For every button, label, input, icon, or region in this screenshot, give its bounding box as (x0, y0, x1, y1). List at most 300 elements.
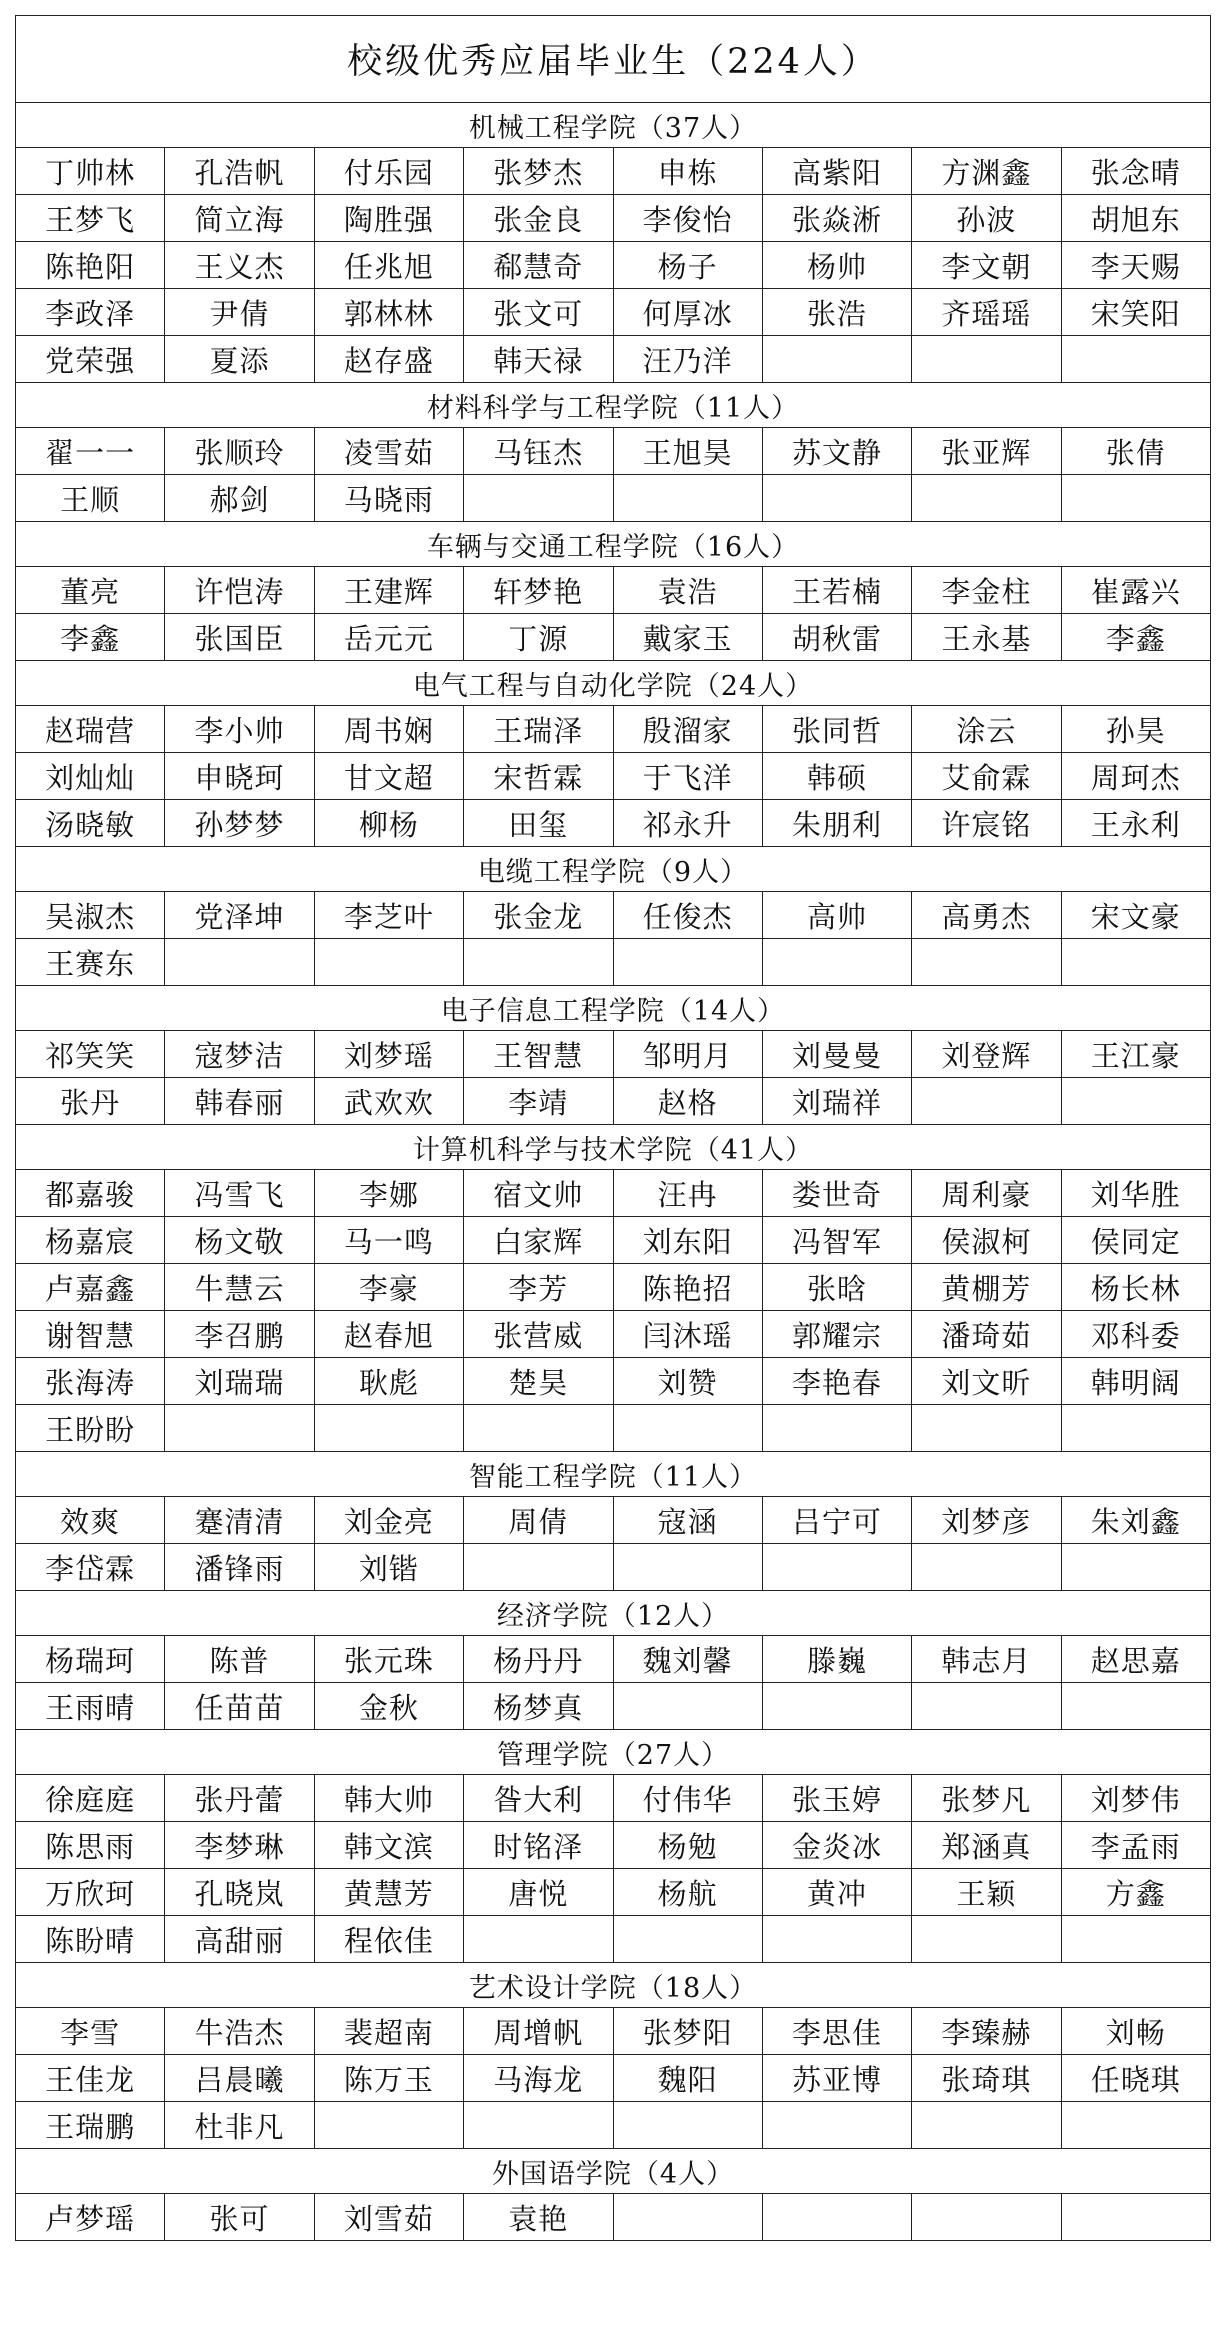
graduate-name: 李金柱 (912, 567, 1061, 614)
graduate-name: 潘锋雨 (165, 1544, 314, 1591)
graduate-name: 王若楠 (762, 567, 911, 614)
section-heading: 计算机科学与技术学院（41人） (16, 1125, 1211, 1170)
empty-cell (464, 939, 613, 986)
graduate-name: 韩文滨 (314, 1822, 463, 1869)
graduate-name: 王建辉 (314, 567, 463, 614)
graduate-name: 张金龙 (464, 892, 613, 939)
graduate-name: 高紫阳 (762, 148, 911, 195)
graduate-name: 刘赞 (613, 1358, 762, 1405)
graduate-name: 戴家玉 (613, 614, 762, 661)
graduate-name: 赵思嘉 (1061, 1636, 1210, 1683)
graduate-name: 宋笑阳 (1061, 289, 1210, 336)
graduate-name: 祁笑笑 (16, 1031, 165, 1078)
graduate-name: 孔晓岚 (165, 1869, 314, 1916)
graduate-name: 高帅 (762, 892, 911, 939)
graduate-name: 任兆旭 (314, 242, 463, 289)
graduate-name: 殷溜家 (613, 706, 762, 753)
graduate-name: 王智慧 (464, 1031, 613, 1078)
graduate-name: 李思佳 (762, 2008, 911, 2055)
graduate-name: 王江豪 (1061, 1031, 1210, 1078)
graduate-name: 党泽坤 (165, 892, 314, 939)
graduates-table (15, 15, 1211, 2241)
graduate-name: 张同哲 (762, 706, 911, 753)
graduate-name: 牛浩杰 (165, 2008, 314, 2055)
graduate-name: 邹明月 (613, 1031, 762, 1078)
graduate-name: 王旭昊 (613, 428, 762, 475)
graduate-name: 方渊鑫 (912, 148, 1061, 195)
graduate-name: 田玺 (464, 800, 613, 847)
graduate-name: 裴超南 (314, 2008, 463, 2055)
graduate-name: 袁浩 (613, 567, 762, 614)
empty-cell (1061, 336, 1210, 383)
name-row (16, 1869, 1211, 1916)
graduate-name: 刘东阳 (613, 1217, 762, 1264)
name-row (16, 2055, 1211, 2102)
empty-cell (1061, 2194, 1210, 2241)
empty-cell (314, 1405, 463, 1452)
graduate-name: 张元珠 (314, 1636, 463, 1683)
graduate-name: 宋哲霖 (464, 753, 613, 800)
title-row (16, 16, 1211, 103)
graduate-name: 杜非凡 (165, 2102, 314, 2149)
graduate-name: 孙波 (912, 195, 1061, 242)
graduate-name: 杨梦真 (464, 1683, 613, 1730)
graduate-name: 申晓珂 (165, 753, 314, 800)
graduate-name: 陈思雨 (16, 1822, 165, 1869)
graduate-name: 赵存盛 (314, 336, 463, 383)
empty-cell (912, 1916, 1061, 1963)
graduate-name: 刘曼曼 (762, 1031, 911, 1078)
graduate-name: 陈万玉 (314, 2055, 463, 2102)
name-row (16, 475, 1211, 522)
empty-cell (762, 1916, 911, 1963)
section-header-row (16, 1730, 1211, 1775)
graduate-name: 王永利 (1061, 800, 1210, 847)
graduate-name: 刘灿灿 (16, 753, 165, 800)
graduate-name: 申栋 (613, 148, 762, 195)
graduate-name: 李政泽 (16, 289, 165, 336)
graduate-name: 韩大帅 (314, 1775, 463, 1822)
graduate-name: 郭耀宗 (762, 1311, 911, 1358)
name-row (16, 567, 1211, 614)
name-row (16, 1497, 1211, 1544)
graduate-name: 刘梦瑶 (314, 1031, 463, 1078)
graduate-name: 郭林林 (314, 289, 463, 336)
graduate-name: 刘瑞瑞 (165, 1358, 314, 1405)
empty-cell (912, 939, 1061, 986)
graduate-name: 李鑫 (16, 614, 165, 661)
graduate-name: 艾俞霖 (912, 753, 1061, 800)
graduate-name: 孙梦梦 (165, 800, 314, 847)
graduate-name: 翟一一 (16, 428, 165, 475)
empty-cell (1061, 939, 1210, 986)
graduate-name: 黄冲 (762, 1869, 911, 1916)
graduate-name: 郝剑 (165, 475, 314, 522)
name-row (16, 1683, 1211, 1730)
graduate-name: 韩志月 (912, 1636, 1061, 1683)
empty-cell (1061, 475, 1210, 522)
graduate-name: 效爽 (16, 1497, 165, 1544)
graduate-name: 潘琦茹 (912, 1311, 1061, 1358)
graduate-name: 郗慧奇 (464, 242, 613, 289)
name-row (16, 614, 1211, 661)
name-row (16, 800, 1211, 847)
graduate-name: 尹倩 (165, 289, 314, 336)
graduate-name: 周珂杰 (1061, 753, 1210, 800)
name-row (16, 242, 1211, 289)
graduate-name: 王颖 (912, 1869, 1061, 1916)
empty-cell (912, 1683, 1061, 1730)
empty-cell (464, 1405, 613, 1452)
graduate-name: 刘雪茹 (314, 2194, 463, 2241)
empty-cell (613, 1916, 762, 1963)
graduate-name: 吕宁可 (762, 1497, 911, 1544)
empty-cell (1061, 2102, 1210, 2149)
graduate-name: 唐悦 (464, 1869, 613, 1916)
name-row (16, 1405, 1211, 1452)
empty-cell (1061, 1916, 1210, 1963)
name-row (16, 1264, 1211, 1311)
graduate-name: 张丹 (16, 1078, 165, 1125)
graduate-name: 刘梦伟 (1061, 1775, 1210, 1822)
section-header-row (16, 522, 1211, 567)
name-row (16, 289, 1211, 336)
name-row (16, 939, 1211, 986)
graduate-name: 程依佳 (314, 1916, 463, 1963)
empty-cell (613, 475, 762, 522)
name-row (16, 1078, 1211, 1125)
graduate-name: 高勇杰 (912, 892, 1061, 939)
graduate-name: 王瑞泽 (464, 706, 613, 753)
graduate-name: 冯智军 (762, 1217, 911, 1264)
graduate-name: 王义杰 (165, 242, 314, 289)
graduate-name: 蹇清清 (165, 1497, 314, 1544)
graduate-name: 张梦阳 (613, 2008, 762, 2055)
empty-cell (1061, 1405, 1210, 1452)
name-row (16, 2008, 1211, 2055)
empty-cell (1061, 1683, 1210, 1730)
graduate-name: 李芳 (464, 1264, 613, 1311)
graduate-name: 张顺玲 (165, 428, 314, 475)
graduate-name: 孔浩帆 (165, 148, 314, 195)
graduate-name: 陈艳招 (613, 1264, 762, 1311)
empty-cell (912, 475, 1061, 522)
graduate-name: 李鑫 (1061, 614, 1210, 661)
empty-cell (762, 2102, 911, 2149)
name-row (16, 2194, 1211, 2241)
graduate-name: 王梦飞 (16, 195, 165, 242)
name-row (16, 1358, 1211, 1405)
section-header-row (16, 1963, 1211, 2008)
graduate-name: 楚昊 (464, 1358, 613, 1405)
graduate-name: 李靖 (464, 1078, 613, 1125)
empty-cell (464, 475, 613, 522)
graduate-name: 朱刘鑫 (1061, 1497, 1210, 1544)
section-header-row (16, 2149, 1211, 2194)
graduate-name: 张国臣 (165, 614, 314, 661)
graduate-name: 金秋 (314, 1683, 463, 1730)
graduate-name: 王雨晴 (16, 1683, 165, 1730)
graduate-name: 马海龙 (464, 2055, 613, 2102)
name-row (16, 428, 1211, 475)
empty-cell (1061, 1544, 1210, 1591)
section-heading: 机械工程学院（37人） (16, 103, 1211, 148)
graduate-name: 周倩 (464, 1497, 613, 1544)
name-row (16, 1544, 1211, 1591)
graduate-name: 任俊杰 (613, 892, 762, 939)
graduate-name: 凌雪茹 (314, 428, 463, 475)
graduate-name: 齐瑶瑶 (912, 289, 1061, 336)
name-row (16, 148, 1211, 195)
graduate-name: 胡秋雷 (762, 614, 911, 661)
section-heading: 经济学院（12人） (16, 1591, 1211, 1636)
empty-cell (912, 2102, 1061, 2149)
graduate-name: 韩明阔 (1061, 1358, 1210, 1405)
graduate-name: 李孟雨 (1061, 1822, 1210, 1869)
empty-cell (613, 939, 762, 986)
graduate-name: 张梦凡 (912, 1775, 1061, 1822)
name-row (16, 1311, 1211, 1358)
graduate-name: 胡旭东 (1061, 195, 1210, 242)
graduate-name: 李豪 (314, 1264, 463, 1311)
empty-cell (762, 1405, 911, 1452)
graduate-name: 耿彪 (314, 1358, 463, 1405)
graduate-name: 邓科委 (1061, 1311, 1210, 1358)
graduate-name: 卢嘉鑫 (16, 1264, 165, 1311)
name-row (16, 1775, 1211, 1822)
document-title: 校级优秀应届毕业生（224人） (16, 16, 1211, 103)
graduate-name: 寇梦洁 (165, 1031, 314, 1078)
name-row (16, 1636, 1211, 1683)
graduate-name: 轩梦艳 (464, 567, 613, 614)
empty-cell (165, 939, 314, 986)
graduate-name: 陶胜强 (314, 195, 463, 242)
name-row (16, 706, 1211, 753)
graduate-name: 汪乃洋 (613, 336, 762, 383)
graduate-name: 刘华胜 (1061, 1170, 1210, 1217)
graduate-name: 杨文敬 (165, 1217, 314, 1264)
graduate-name: 李臻赫 (912, 2008, 1061, 2055)
graduate-name: 刘文昕 (912, 1358, 1061, 1405)
graduate-name: 宿文帅 (464, 1170, 613, 1217)
graduate-name: 王瑞鹏 (16, 2102, 165, 2149)
graduate-name: 杨勉 (613, 1822, 762, 1869)
graduate-name: 李娜 (314, 1170, 463, 1217)
graduate-name: 涂云 (912, 706, 1061, 753)
graduate-name: 徐庭庭 (16, 1775, 165, 1822)
graduate-name: 李召鹏 (165, 1311, 314, 1358)
graduate-name: 汪冉 (613, 1170, 762, 1217)
graduate-name: 王佳龙 (16, 2055, 165, 2102)
section-heading: 材料科学与工程学院（11人） (16, 383, 1211, 428)
graduate-name: 李文朝 (912, 242, 1061, 289)
graduate-name: 陈普 (165, 1636, 314, 1683)
graduate-name: 黄棚芳 (912, 1264, 1061, 1311)
graduate-name: 杨瑞珂 (16, 1636, 165, 1683)
graduate-name: 张丹蕾 (165, 1775, 314, 1822)
graduate-name: 许宸铭 (912, 800, 1061, 847)
graduate-name: 郑涵真 (912, 1822, 1061, 1869)
graduate-name: 李俊怡 (613, 195, 762, 242)
graduate-name: 苏文静 (762, 428, 911, 475)
graduate-name: 马钰杰 (464, 428, 613, 475)
graduate-name: 周利豪 (912, 1170, 1061, 1217)
section-heading: 外国语学院（4人） (16, 2149, 1211, 2194)
graduate-name: 张浩 (762, 289, 911, 336)
graduate-name: 杨嘉宸 (16, 1217, 165, 1264)
graduate-name: 吴淑杰 (16, 892, 165, 939)
graduate-name: 张可 (165, 2194, 314, 2241)
graduate-name: 侯同定 (1061, 1217, 1210, 1264)
graduate-name: 李艳春 (762, 1358, 911, 1405)
graduate-name: 都嘉骏 (16, 1170, 165, 1217)
graduate-name: 杨帅 (762, 242, 911, 289)
graduate-name: 杨航 (613, 1869, 762, 1916)
section-header-row (16, 383, 1211, 428)
empty-cell (912, 336, 1061, 383)
graduate-name: 娄世奇 (762, 1170, 911, 1217)
graduate-name: 丁帅林 (16, 148, 165, 195)
section-heading: 智能工程学院（11人） (16, 1452, 1211, 1497)
graduate-name: 韩硕 (762, 753, 911, 800)
graduate-name: 付伟华 (613, 1775, 762, 1822)
graduate-name: 苏亚博 (762, 2055, 911, 2102)
empty-cell (613, 2194, 762, 2241)
graduate-name: 许恺涛 (165, 567, 314, 614)
name-row (16, 1822, 1211, 1869)
graduate-name: 夏添 (165, 336, 314, 383)
graduate-name: 于飞洋 (613, 753, 762, 800)
empty-cell (762, 475, 911, 522)
section-heading: 电缆工程学院（9人） (16, 847, 1211, 892)
graduate-name: 刘畅 (1061, 2008, 1210, 2055)
empty-cell (613, 1544, 762, 1591)
section-heading: 管理学院（27人） (16, 1730, 1211, 1775)
section-header-row (16, 661, 1211, 706)
section-heading: 车辆与交通工程学院（16人） (16, 522, 1211, 567)
section-header-row (16, 103, 1211, 148)
empty-cell (314, 2102, 463, 2149)
section-header-row (16, 986, 1211, 1031)
empty-cell (762, 1544, 911, 1591)
graduate-name: 付乐园 (314, 148, 463, 195)
name-row (16, 1916, 1211, 1963)
graduate-name: 刘金亮 (314, 1497, 463, 1544)
name-row (16, 195, 1211, 242)
graduate-name: 王永基 (912, 614, 1061, 661)
graduate-name: 谢智慧 (16, 1311, 165, 1358)
graduate-name: 宋文豪 (1061, 892, 1210, 939)
graduate-name: 刘瑞祥 (762, 1078, 911, 1125)
graduate-name: 李雪 (16, 2008, 165, 2055)
graduate-name: 陈艳阳 (16, 242, 165, 289)
graduate-name: 白家辉 (464, 1217, 613, 1264)
section-header-row (16, 1591, 1211, 1636)
graduate-name: 王盼盼 (16, 1405, 165, 1452)
honor-list-document (15, 15, 1211, 2315)
empty-cell (314, 939, 463, 986)
graduate-name: 金炎冰 (762, 1822, 911, 1869)
graduate-name: 李梦琳 (165, 1822, 314, 1869)
empty-cell (762, 939, 911, 986)
graduate-name: 李天赐 (1061, 242, 1210, 289)
graduate-name: 李岱霖 (16, 1544, 165, 1591)
graduate-name: 何厚冰 (613, 289, 762, 336)
graduate-name: 张文可 (464, 289, 613, 336)
empty-cell (613, 1405, 762, 1452)
graduate-name: 简立海 (165, 195, 314, 242)
graduate-name: 魏刘馨 (613, 1636, 762, 1683)
graduate-name: 方鑫 (1061, 1869, 1210, 1916)
graduate-name: 吕晨曦 (165, 2055, 314, 2102)
graduate-name: 张亚辉 (912, 428, 1061, 475)
graduate-name: 牛慧云 (165, 1264, 314, 1311)
empty-cell (464, 1916, 613, 1963)
graduate-name: 汤晓敏 (16, 800, 165, 847)
section-header-row (16, 1452, 1211, 1497)
empty-cell (912, 1544, 1061, 1591)
graduate-name: 董亮 (16, 567, 165, 614)
name-row (16, 1170, 1211, 1217)
graduate-name: 周书娴 (314, 706, 463, 753)
empty-cell (1061, 1078, 1210, 1125)
name-row (16, 336, 1211, 383)
section-heading: 电子信息工程学院（14人） (16, 986, 1211, 1031)
graduate-name: 张金良 (464, 195, 613, 242)
graduate-name: 高甜丽 (165, 1916, 314, 1963)
graduate-name: 刘梦彦 (912, 1497, 1061, 1544)
graduate-name: 张晗 (762, 1264, 911, 1311)
graduate-name: 刘登辉 (912, 1031, 1061, 1078)
graduate-name: 黄慧芳 (314, 1869, 463, 1916)
graduate-name: 马一鸣 (314, 1217, 463, 1264)
graduate-name: 滕巍 (762, 1636, 911, 1683)
graduate-name: 袁艳 (464, 2194, 613, 2241)
graduate-name: 任苗苗 (165, 1683, 314, 1730)
empty-cell (912, 1078, 1061, 1125)
graduate-name: 魏阳 (613, 2055, 762, 2102)
graduate-name: 赵瑞营 (16, 706, 165, 753)
empty-cell (762, 2194, 911, 2241)
graduate-name: 杨长林 (1061, 1264, 1210, 1311)
graduate-name: 冯雪飞 (165, 1170, 314, 1217)
graduate-name: 赵春旭 (314, 1311, 463, 1358)
empty-cell (912, 2194, 1061, 2241)
graduate-name: 丁源 (464, 614, 613, 661)
graduate-name: 孙昊 (1061, 706, 1210, 753)
graduate-name: 祁永升 (613, 800, 762, 847)
graduate-name: 张倩 (1061, 428, 1210, 475)
graduate-name: 杨子 (613, 242, 762, 289)
graduate-name: 崔露兴 (1061, 567, 1210, 614)
graduate-name: 卢梦瑶 (16, 2194, 165, 2241)
graduate-name: 柳杨 (314, 800, 463, 847)
graduate-name: 李小帅 (165, 706, 314, 753)
section-heading: 艺术设计学院（18人） (16, 1963, 1211, 2008)
section-heading: 电气工程与自动化学院（24人） (16, 661, 1211, 706)
graduate-name: 韩春丽 (165, 1078, 314, 1125)
graduate-name: 时铭泽 (464, 1822, 613, 1869)
graduate-name: 张梦杰 (464, 148, 613, 195)
empty-cell (762, 1683, 911, 1730)
graduate-name: 张琦琪 (912, 2055, 1061, 2102)
graduate-name: 任晓琪 (1061, 2055, 1210, 2102)
graduate-name: 万欣珂 (16, 1869, 165, 1916)
empty-cell (613, 1683, 762, 1730)
graduate-name: 侯淑柯 (912, 1217, 1061, 1264)
name-row (16, 2102, 1211, 2149)
graduate-name: 朱朋利 (762, 800, 911, 847)
